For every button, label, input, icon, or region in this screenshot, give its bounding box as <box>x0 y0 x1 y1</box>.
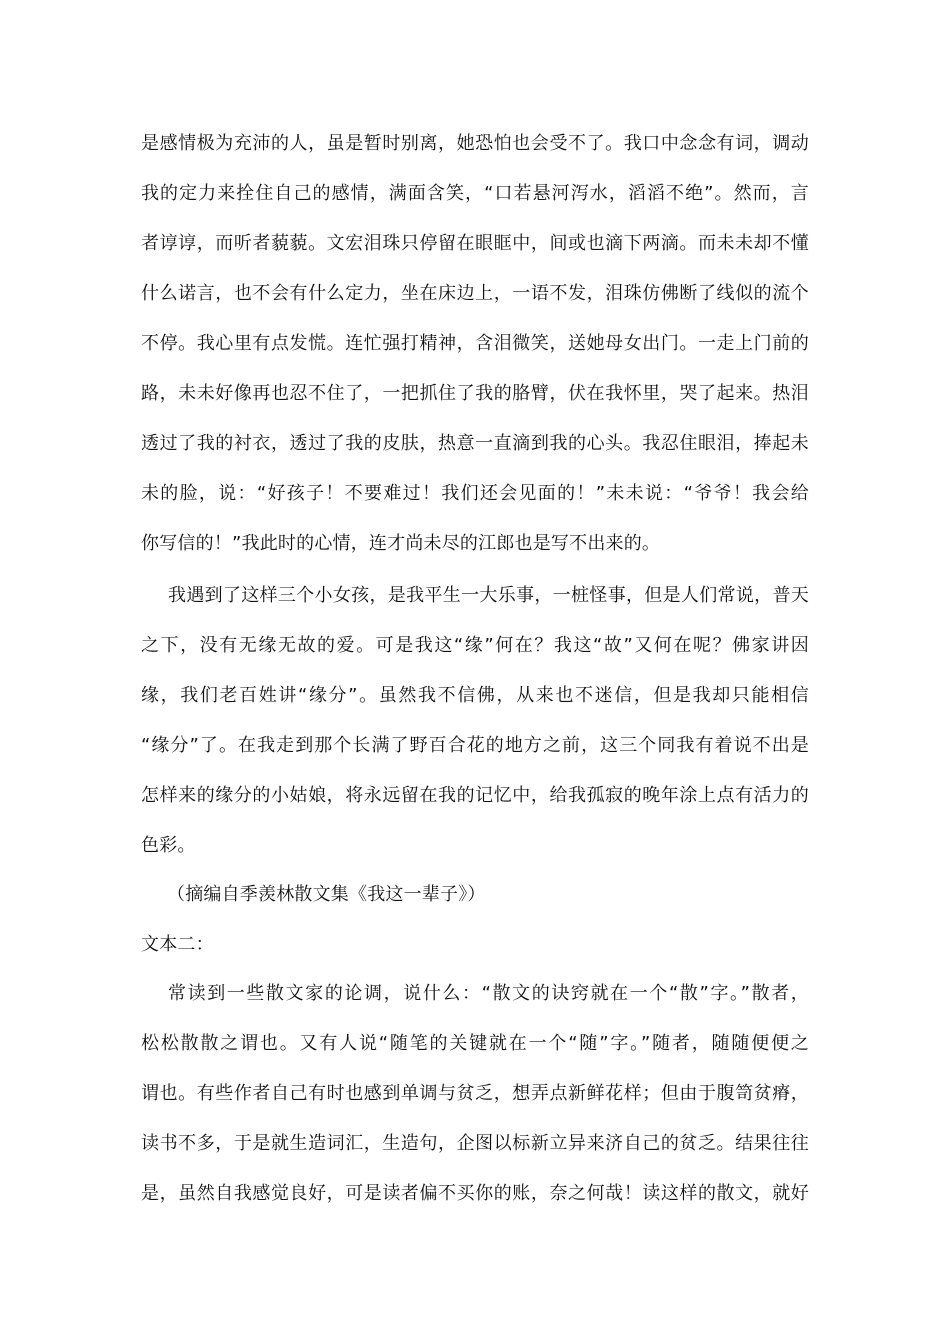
paragraph-1-line-2: 我的定力来拴住自己的感情，满面含笑，“口若悬河泻水，滔滔不绝”。然而，言 <box>141 183 809 204</box>
paragraph-2-line-6: 色彩。 <box>141 835 196 856</box>
paragraph-3-line-3: 谓也。有些作者自己有时也感到单调与贫乏，想弄点新鲜花样；但由于腹笥贫瘠， <box>141 1083 809 1104</box>
paragraph-1-line-7: 透过了我的衬衣，透过了我的皮肤，热意一直滴到我的心头。我忍住眼泪，捧起未 <box>141 433 809 454</box>
paragraph-3-line-1: 常读到一些散文家的论调，说什么：“散文的诀窍就在一个“散”字。”散者， <box>168 983 809 1004</box>
paragraph-1-line-9: 你写信的！”我此时的心情，连才尚未尽的江郎也是写不出来的。 <box>141 533 661 554</box>
paragraph-2-line-2: 之下，没有无缘无故的爱。可是我这“缘”何在？我这“故”又何在呢？佛家讲因 <box>141 635 809 656</box>
paragraph-1-line-6: 路，未未好像再也忍不住了，一把抓住了我的胳臂，伏在我怀里，哭了起来。热泪 <box>141 383 809 404</box>
paragraph-1-line-5: 不停。我心里有点发慌。连忙强打精神，含泪微笑，送她母女出门。一走上门前的 <box>141 333 809 354</box>
paragraph-3-line-2: 松松散散之谓也。又有人说“随笔的关键就在一个“随”字。”随者，随随便便之 <box>141 1033 809 1054</box>
paragraph-2-line-4: “缘分”了。在我走到那个长满了野百合花的地方之前，这三个同我有着说不出是 <box>141 735 809 756</box>
paragraph-1-line-4: 什么诺言，也不会有什么定力，坐在床边上，一语不发，泪珠仿佛断了线似的流个 <box>141 283 809 304</box>
text-two-label: 文本二： <box>141 934 214 955</box>
source-note: （摘编自季羡林散文集《我这一辈子》） <box>167 884 486 905</box>
paragraph-2-line-5: 怎样来的缘分的小姑娘，将永远留在我的记忆中，给我孤寂的晚年涂上点有活力的 <box>141 785 809 806</box>
paragraph-3-line-5: 是，虽然自我感觉良好，可是读者偏不买你的账，奈之何哉！读这样的散文，就好 <box>141 1183 809 1204</box>
paragraph-2-line-1: 我遇到了这样三个小女孩，是我平生一大乐事，一桩怪事，但是人们常说，普天 <box>168 585 809 606</box>
paragraph-2-line-3: 缘，我们老百姓讲“缘分”。虽然我不信佛，从来也不迷信，但是我却只能相信 <box>141 685 809 706</box>
paragraph-1-line-1: 是感情极为充沛的人，虽是暂时别离，她恐怕也会受不了。我口中念念有词，调动 <box>141 133 809 154</box>
paragraph-1-line-3: 者谆谆，而听者藐藐。文宏泪珠只停留在眼眶中，间或也滴下两滴。而未未却不懂 <box>141 233 809 254</box>
paragraph-3-line-4: 读书不多，于是就生造词汇，生造句，企图以标新立异来济自己的贫乏。结果往往 <box>141 1133 809 1154</box>
paragraph-1-line-8: 未的脸，说：“好孩子！不要难过！我们还会见面的！”未未说：“爷爷！我会给 <box>141 483 809 504</box>
